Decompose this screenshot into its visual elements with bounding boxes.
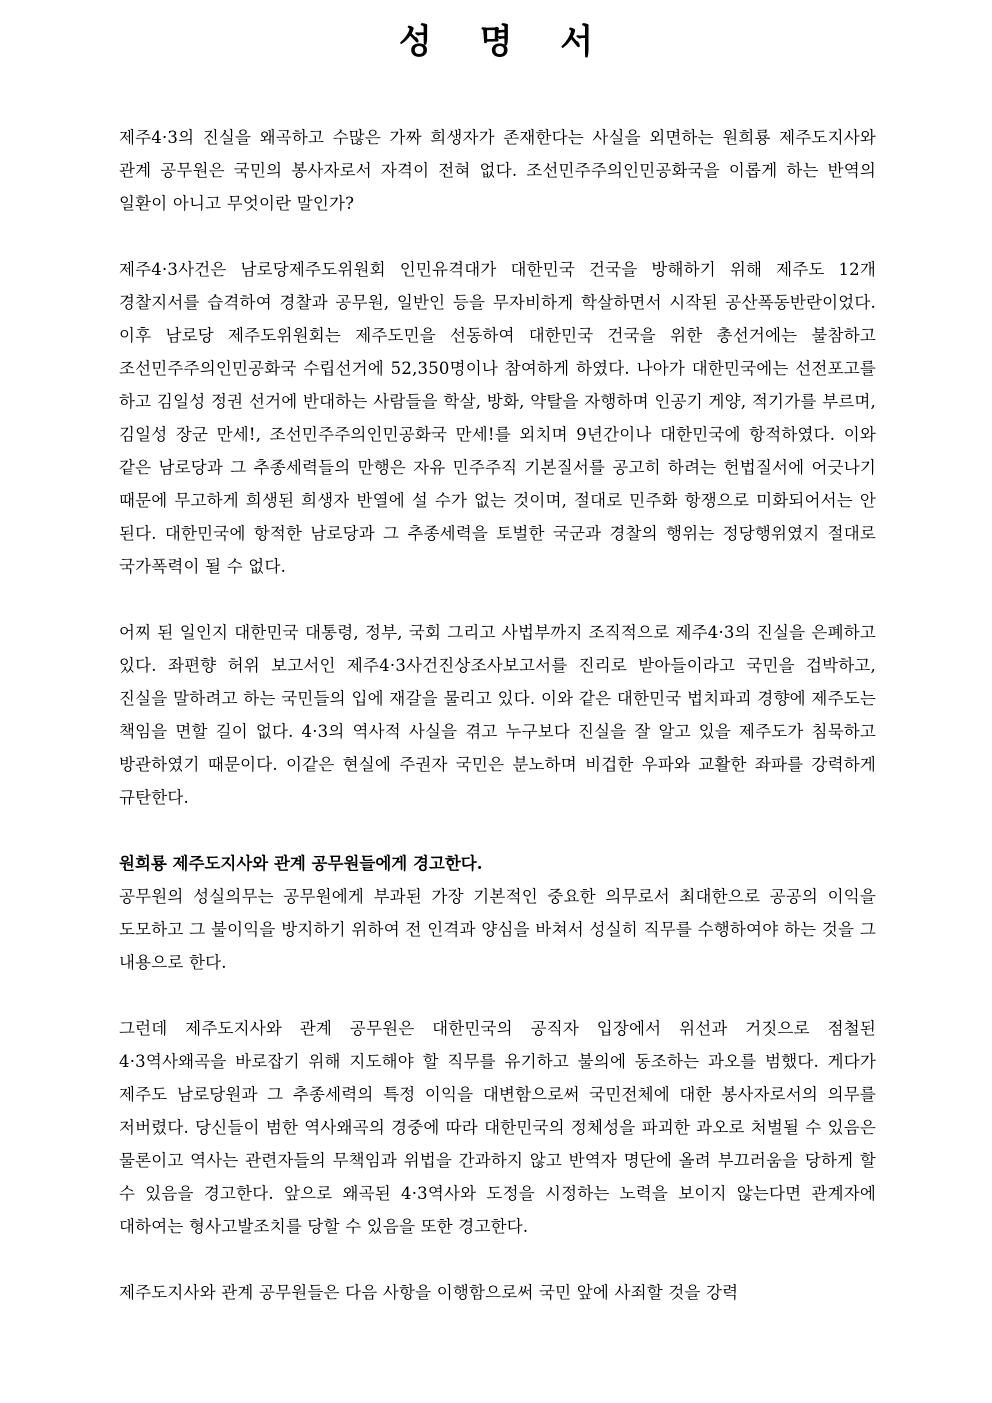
paragraph-demand: 제주도지사와 관계 공무원들은 다음 사항을 이행함으로써 국민 앞에 사죄할 것을 강력 <box>119 1283 739 1302</box>
paragraph-background: 제주4·3사건은 남로당제주도위원회 인민유격대가 대한민국 건국을 방해하기 위해 제주도 12개 경찰지서를 습격하여 경찰과 공무원, 일반인 등을 무자비하게 학살하면서 시작된 공산폭동반란이었다. 이후 남로당 제주도위원회는 제주도민을 선동하여 대한민국 건국을 위한 총선거에는 불참하고 조선민주주의인민공화국 수립선거에 52,350명이나 참여하게 하였다. 나아가 대한민국에는 선전포고를 하고 김일성 정권 선거에 반대하는 사람들을 학살, 방화, 약탈을 자행하며 인공기 게양, 적기가를 부르며, 김일성 장군 만세!, 조선민주주의인민공화국 만세!를 외치며 9년간이나 대한민국에 항적하였다. 이와 같은 남로당과 그 추종세력들의 만행은 자유 민주주직 기본질서를 공고히 하려는 헌법질서에 어긋나기 때문에 무고하게 희생된 희생자 반열에 설 수가 없는 것이며, 절대로 민주화 항쟁으로 미화되어서는 안 된다. 대한민국에 항적한 남로당과 그 추종세력을 토벌한 국군과 경찰의 행위는 정당행위였지 절대로 국가폭력이 될 수 없다. <box>119 260 876 576</box>
warning-heading: 원희룡 제주도지사와 관계 공무원들에게 경고한다. <box>119 854 483 873</box>
document-title: 성 명 서 <box>398 22 612 62</box>
paragraph-warning: 그런데 제주도지사와 관계 공무원은 대한민국의 공직자 입장에서 위선과 거짓으로 점철된 4·3역사왜곡을 바로잡기 위해 지도해야 할 직무를 유기하고 불의에 동조하는 과오를 범했다. 게다가 제주도 남로당원과 그 추종세력의 특정 이익을 대변함으로써 국민전체에 대한 봉사자로서의 의무를 저버렸다. 당신들이 범한 역사왜곡의 경중에 따라 대한민국의 정체성을 파괴한 과오로 처벌될 수 있음은 물론이고 역사는 관련자들의 무책임과 위법을 간과하지 않고 반역자 명단에 올려 부끄러움을 당하게 할 수 있음을 경고한다. 앞으로 왜곡된 4·3역사와 도정을 시정하는 노력을 보이지 않는다면 관계자에 대하여는 형사고발조치를 당할 수 있음을 또한 경고한다. <box>119 1019 876 1236</box>
paragraph-duty: 공무원의 성실의무는 공무원에게 부과된 가장 기본적인 중요한 의무로서 최대한으로 공공의 이익을 도모하고 그 불이익을 방지하기 위하여 전 인격과 양심을 바쳐서 성실히 직무를 수행하여야 하는 것을 그 내용으로 한다. <box>119 887 876 972</box>
document-body <box>119 121 876 1309</box>
paragraph-intro: 제주4·3의 진실을 왜곡하고 수많은 가짜 희생자가 존재한다는 사실을 외면하는 원희룡 제주도지사와 관계 공무원은 국민의 봉사자로서 자격이 전혀 없다. 조선민주주의인민공화국을 이롭게 하는 반역의 일환이 아니고 무엇이란 말인가? <box>119 128 876 213</box>
paragraph-criticism: 어찌 된 일인지 대한민국 대통령, 정부, 국회 그리고 사법부까지 조직적으로 제주4·3의 진실을 은폐하고 있다. 좌편향 허위 보고서인 제주4·3사건진상조사보고서를 진리로 받아들이라고 국민을 겁박하고, 진실을 말하려고 하는 국민들의 입에 재갈을 물리고 있다. 이와 같은 대한민국 법치파괴 경향에 제주도는 책임을 면할 길이 없다. 4·3의 역사적 사실을 겪고 누구보다 진실을 잘 알고 있을 제주도가 침묵하고 방관하였기 때문이다. 이같은 현실에 주권자 국민은 분노하며 비겁한 우파와 교활한 좌파를 강력하게 규탄한다. <box>119 623 876 807</box>
